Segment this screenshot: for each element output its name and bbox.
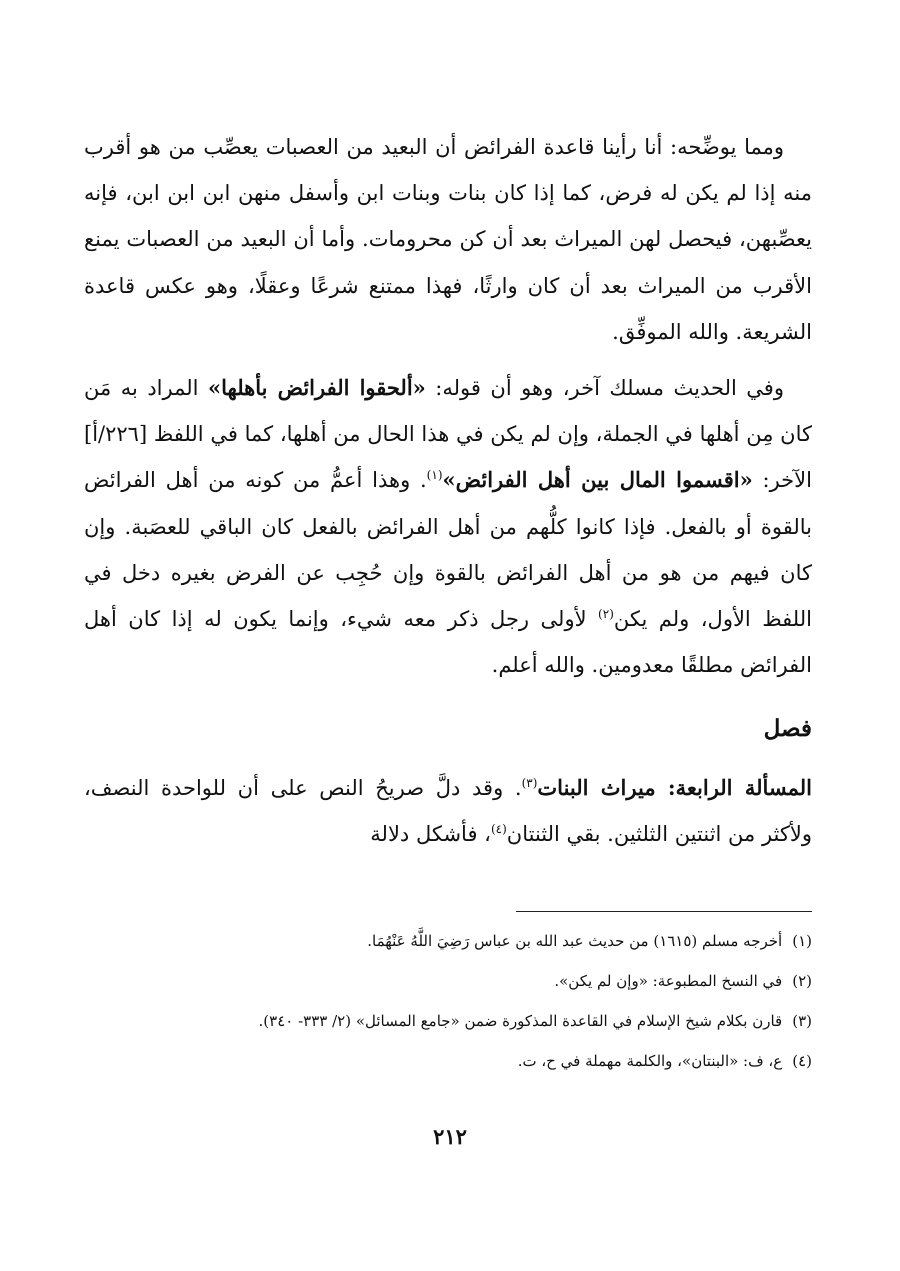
footnote-text: ع، ف: «البنتان»، والكلمة مهملة في ح، ت. — [517, 1052, 783, 1070]
paragraph-3-middle: . وقد دلَّ صريحُ النص على أن للواحدة النصف، ولأكثر من اثنتين الثلثين. بقي الثنتان — [84, 775, 812, 846]
footnote-text: في النسخ المطبوعة: «وإن لم يكن». — [554, 972, 783, 990]
paragraph-2-rest-1: . وهذا أعمُّ من كونه من أهل الفرائض بالقوة أو بالفعل. فإذا كانوا كلُّهم من أهل الفرائض بالفعل كان الباقي للعصَبة. وإن كان فيهم من هو من أهل الفرائض بالقوة وإن حُجِب عن الفرض بغيره دخل في اللفظ الأول، ولم يكن — [84, 468, 812, 632]
paragraph-2-intro: وفي الحديث مسلك آخر، وهو أن قوله: — [425, 376, 784, 401]
paragraph-1-text: ومما يوضِّحه: أنا رأينا قاعدة الفرائض أن البعيد من العصبات يعصِّب من هو أقرب منه إذا لم يكن له فرض، كما إذا كان بنات وبنات ابن وأسفل منهن ابن ابن ابن، فإنه يعصِّبهن، فيحصل لهن الميراث بعد أن كن محرومات. وأما أن البعيد من العصبات يمنع الأقرب من الميراث بعد أن كان وارثًا، فهذا ممتنع شرعًا وعقلًا، وهو عكس قاعدة الشريعة. والله الموفِّق. — [84, 135, 812, 344]
paragraph-2 — [84, 365, 812, 688]
footnote-1 — [84, 926, 812, 956]
footnote-number: (٣) — [792, 1012, 812, 1030]
section-heading: فصل — [763, 715, 812, 743]
footnotes — [84, 926, 812, 1086]
main-text — [84, 124, 812, 857]
footnote-ref-3[interactable]: (٣) — [521, 775, 538, 790]
footnote-number: (٤) — [792, 1052, 812, 1070]
hadith-quote-1: «ألحقوا الفرائض بأهلها» — [207, 375, 426, 401]
footnote-ref-4[interactable]: (٤) — [490, 821, 507, 836]
footnote-text: قارن بكلام شيخ الإسلام في القاعدة المذكورة ضمن «جامع المسائل» (٢/ ٣٣٣- ٣٤٠). — [258, 1012, 783, 1030]
footnote-4 — [84, 1046, 812, 1076]
paragraph-3-end: ، فأشكل دلالة — [370, 821, 491, 846]
page-number: ٢١٢ — [433, 1124, 467, 1149]
footnote-ref-1[interactable]: (١) — [426, 468, 443, 483]
footnote-2 — [84, 966, 812, 996]
footnote-number: (٢) — [792, 972, 812, 990]
footnote-ref-2[interactable]: (٢) — [598, 607, 614, 622]
footnote-number: (١) — [792, 932, 812, 950]
hadith-quote-2: «اقسموا المال بين أهل الفرائض» — [442, 467, 753, 493]
paragraph-3 — [84, 765, 812, 857]
footnote-separator — [516, 911, 812, 912]
footnote-3 — [84, 1006, 812, 1036]
footnote-text: أخرجه مسلم (١٦١٥) من حديث عبد الله بن عباس رَضِيَ اللَّهُ عَنْهُمَا. — [367, 932, 783, 950]
issue-title: المسألة الرابعة: ميراث البنات — [537, 774, 812, 800]
paragraph-2-middle: المراد به مَن كان مِن أهلها في الجملة، وإن لم يكن في هذا الحال من أهلها، كما في اللفظ [٢٢٦/أ] الآخر: — [84, 376, 812, 493]
paragraph-2-rest-2: لأولى رجل ذكر معه شيء، وإنما يكون له إذا كان أهل الفرائض مطلقًا معدومين. والله أعلم. — [84, 607, 812, 678]
paragraph-1 — [84, 124, 812, 355]
